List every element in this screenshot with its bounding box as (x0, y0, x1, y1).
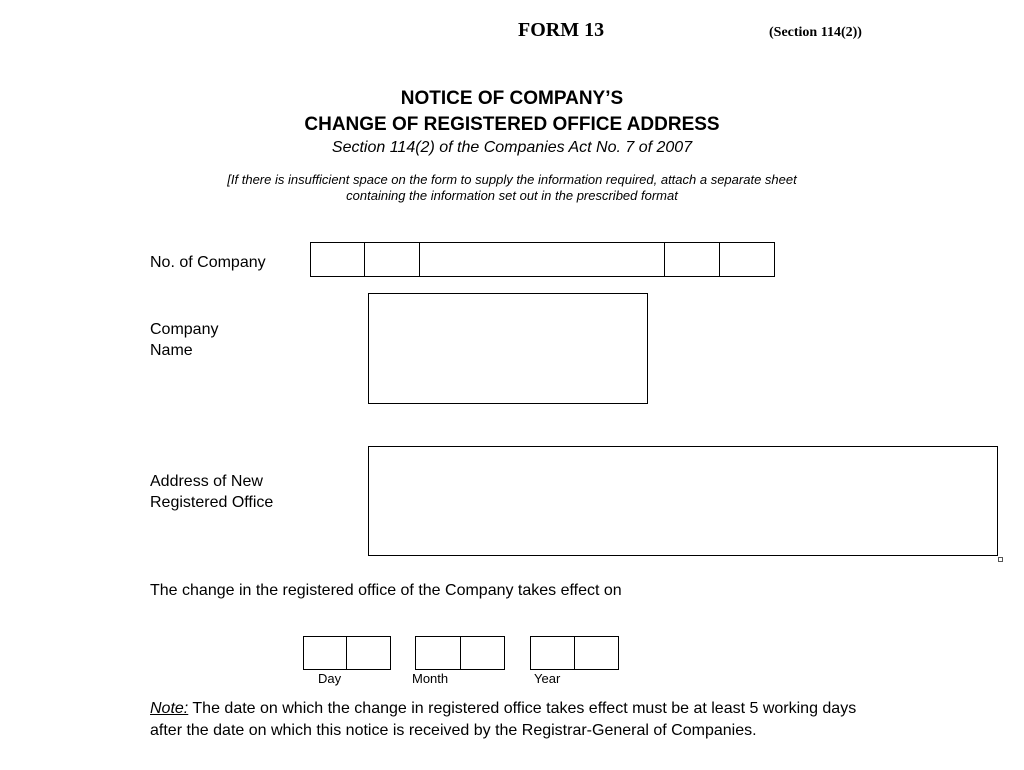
company-number-cell-5[interactable] (719, 242, 775, 277)
note-text: The date on which the change in registered office takes effect must be at least 5 working days after the date on which this notice is received by the Registrar-General of Companies. (150, 700, 857, 739)
company-number-field (310, 242, 775, 277)
instruction-line-2: containing the information set out in the prescribed format (346, 188, 678, 203)
year-digit-2[interactable] (574, 636, 619, 670)
day-label: Day (318, 671, 342, 686)
company-name-field[interactable] (368, 293, 648, 404)
company-name-label (150, 319, 218, 361)
year-digit-1[interactable] (530, 636, 575, 670)
section-reference: (Section 114(2)) (769, 25, 862, 40)
form-title-line-2: CHANGE OF REGISTERED OFFICE ADDRESS (304, 114, 720, 135)
effective-date-statement: The change in the registered office of the Company takes effect on (150, 582, 622, 599)
company-number-label: No. of Company (150, 254, 266, 271)
company-name-label-line-1: Company (150, 321, 219, 338)
company-number-cell-2[interactable] (364, 242, 420, 277)
company-number-cell-1[interactable] (310, 242, 365, 277)
note-label: Note: (150, 700, 189, 717)
form-title-line-1: NOTICE OF COMPANY’S (400, 88, 624, 109)
company-name-label-line-2: Name (150, 342, 193, 359)
address-field[interactable] (368, 446, 998, 556)
month-digit-2[interactable] (460, 636, 505, 670)
company-number-cell-3[interactable] (419, 242, 665, 277)
address-label-line-1: Address of New (150, 473, 263, 490)
note (150, 698, 890, 742)
form-subtitle: Section 114(2) of the Companies Act No. 7 of 2007 (331, 139, 693, 156)
instruction-line-1: [If there is insufficient space on the form to supply the information required, attach a separate sheet (227, 172, 797, 187)
day-digit-1[interactable] (303, 636, 347, 670)
address-label-line-2: Registered Office (150, 494, 274, 511)
month-digit-1[interactable] (415, 636, 461, 670)
address-label (150, 471, 273, 513)
company-number-cell-4[interactable] (664, 242, 720, 277)
year-label: Year (534, 671, 561, 686)
day-digit-2[interactable] (346, 636, 391, 670)
month-label: Month (412, 671, 449, 686)
resize-handle[interactable] (998, 557, 1003, 562)
form-number: FORM 13 (518, 19, 605, 41)
